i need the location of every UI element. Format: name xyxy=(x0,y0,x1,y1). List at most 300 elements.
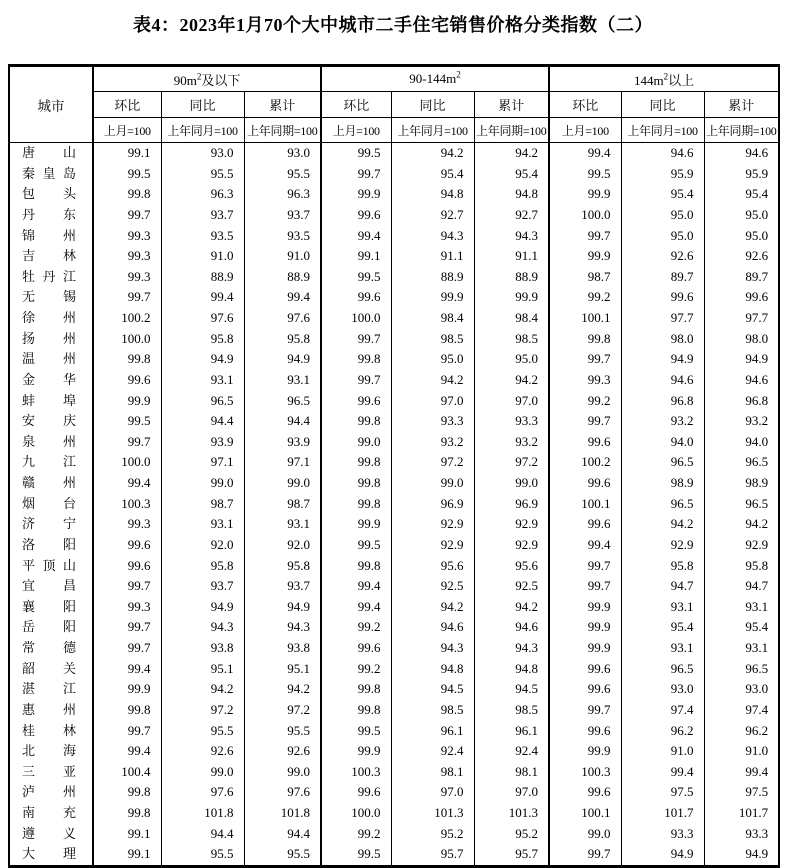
value-cell: 97.0 xyxy=(391,391,474,412)
base-header-same-period-last-year: 上年同期=100 xyxy=(474,118,549,143)
base-header-prev-month: 上月=100 xyxy=(321,118,391,143)
city-cell: 吉林 xyxy=(22,248,76,264)
table-row xyxy=(9,844,779,866)
value-cell: 95.4 xyxy=(474,164,549,185)
table-row xyxy=(9,432,779,453)
city-cell: 丹东 xyxy=(22,206,76,222)
header-row-base xyxy=(9,118,779,143)
value-cell: 99.6 xyxy=(549,721,621,742)
table-row xyxy=(9,184,779,205)
value-cell: 95.0 xyxy=(704,205,779,226)
value-cell: 100.0 xyxy=(93,452,161,473)
value-cell: 94.3 xyxy=(474,638,549,659)
value-cell: 98.0 xyxy=(704,329,779,350)
value-cell: 94.7 xyxy=(704,576,779,597)
value-cell: 92.4 xyxy=(474,741,549,762)
city-cell: 韶关 xyxy=(22,660,76,676)
value-cell: 99.7 xyxy=(549,349,621,370)
value-cell: 88.9 xyxy=(391,267,474,288)
value-cell: 93.0 xyxy=(161,143,244,164)
value-cell: 92.0 xyxy=(161,535,244,556)
metric-header-mom: 环比 xyxy=(321,92,391,118)
city-cell: 襄阳 xyxy=(22,598,76,614)
city-cell: 秦皇岛 xyxy=(22,165,76,181)
metric-header-mom: 环比 xyxy=(549,92,621,118)
value-cell: 95.8 xyxy=(704,556,779,577)
city-cell: 遵义 xyxy=(22,825,76,841)
value-cell: 94.5 xyxy=(474,679,549,700)
value-cell: 99.0 xyxy=(161,762,244,783)
value-cell: 99.6 xyxy=(704,287,779,308)
table-row xyxy=(9,308,779,329)
value-cell: 99.6 xyxy=(321,782,391,803)
table-row xyxy=(9,659,779,680)
value-cell: 94.4 xyxy=(161,824,244,845)
value-cell: 99.4 xyxy=(704,762,779,783)
value-cell: 101.8 xyxy=(244,803,321,824)
value-cell: 99.6 xyxy=(549,432,621,453)
base-header-same-period-last-year: 上年同期=100 xyxy=(704,118,779,143)
value-cell: 97.7 xyxy=(704,308,779,329)
base-header-same-period-last-year: 上年同期=100 xyxy=(244,118,321,143)
value-cell: 99.6 xyxy=(93,556,161,577)
table-row xyxy=(9,226,779,247)
value-cell: 97.6 xyxy=(244,782,321,803)
value-cell: 95.8 xyxy=(621,556,704,577)
value-cell: 93.5 xyxy=(244,226,321,247)
value-cell: 99.7 xyxy=(321,329,391,350)
city-cell: 无锡 xyxy=(22,289,76,305)
table-row xyxy=(9,576,779,597)
city-cell: 金华 xyxy=(22,371,76,387)
header-row-metrics xyxy=(9,92,779,118)
value-cell: 99.8 xyxy=(93,184,161,205)
city-cell: 温州 xyxy=(22,351,76,367)
value-cell: 99.4 xyxy=(549,535,621,556)
value-cell: 95.2 xyxy=(391,824,474,845)
table-row xyxy=(9,452,779,473)
table-row xyxy=(9,741,779,762)
city-cell: 大理 xyxy=(22,846,76,862)
value-cell: 99.1 xyxy=(93,143,161,164)
value-cell: 99.8 xyxy=(321,452,391,473)
value-cell: 99.7 xyxy=(549,556,621,577)
city-cell: 平顶山 xyxy=(22,557,76,573)
value-cell: 99.7 xyxy=(549,844,621,866)
value-cell: 99.4 xyxy=(321,576,391,597)
value-cell: 99.9 xyxy=(549,617,621,638)
value-cell: 93.8 xyxy=(244,638,321,659)
value-cell: 93.5 xyxy=(161,226,244,247)
city-cell: 包头 xyxy=(22,186,76,202)
value-cell: 97.0 xyxy=(474,391,549,412)
table-row xyxy=(9,349,779,370)
value-cell: 99.7 xyxy=(549,700,621,721)
value-cell: 95.0 xyxy=(391,349,474,370)
value-cell: 99.6 xyxy=(321,391,391,412)
value-cell: 99.5 xyxy=(321,844,391,866)
value-cell: 99.5 xyxy=(93,411,161,432)
base-header-same-month-last-year: 上年同月=100 xyxy=(621,118,704,143)
group-label-suffix: 以上 xyxy=(668,72,695,88)
value-cell: 99.6 xyxy=(321,287,391,308)
value-cell: 93.7 xyxy=(161,205,244,226)
value-cell: 99.8 xyxy=(321,494,391,515)
value-cell: 99.4 xyxy=(321,226,391,247)
value-cell: 93.2 xyxy=(391,432,474,453)
superscript-2: 2 xyxy=(663,71,669,82)
table-row xyxy=(9,205,779,226)
value-cell: 95.5 xyxy=(161,721,244,742)
value-cell: 100.0 xyxy=(321,308,391,329)
value-cell: 93.9 xyxy=(244,432,321,453)
value-cell: 99.8 xyxy=(93,349,161,370)
value-cell: 94.2 xyxy=(161,679,244,700)
value-cell: 94.0 xyxy=(704,432,779,453)
value-cell: 98.0 xyxy=(621,329,704,350)
metric-header-yoy: 同比 xyxy=(621,92,704,118)
value-cell: 100.0 xyxy=(549,205,621,226)
city-cell: 唐山 xyxy=(22,145,76,160)
value-cell: 100.1 xyxy=(549,308,621,329)
value-cell: 88.9 xyxy=(474,267,549,288)
value-cell: 99.8 xyxy=(321,411,391,432)
value-cell: 99.4 xyxy=(549,143,621,164)
value-cell: 99.5 xyxy=(321,721,391,742)
value-cell: 96.5 xyxy=(704,659,779,680)
city-cell: 锦州 xyxy=(22,227,76,243)
value-cell: 94.9 xyxy=(161,597,244,618)
table-row xyxy=(9,679,779,700)
value-cell: 99.5 xyxy=(321,267,391,288)
value-cell: 93.1 xyxy=(621,638,704,659)
value-cell: 93.2 xyxy=(704,411,779,432)
value-cell: 95.6 xyxy=(391,556,474,577)
table-row xyxy=(9,267,779,288)
value-cell: 99.7 xyxy=(321,164,391,185)
value-cell: 92.9 xyxy=(391,535,474,556)
value-cell: 99.7 xyxy=(93,576,161,597)
value-cell: 99.2 xyxy=(321,659,391,680)
value-cell: 99.0 xyxy=(244,762,321,783)
value-cell: 99.6 xyxy=(549,659,621,680)
city-cell: 南充 xyxy=(22,805,76,820)
value-cell: 99.9 xyxy=(549,597,621,618)
superscript-2: 2 xyxy=(456,69,461,80)
value-cell: 94.5 xyxy=(391,679,474,700)
table-row xyxy=(9,246,779,267)
value-cell: 95.8 xyxy=(161,556,244,577)
table-row xyxy=(9,803,779,824)
value-cell: 93.1 xyxy=(621,597,704,618)
city-cell: 泸州 xyxy=(22,784,76,800)
city-cell: 牡丹江 xyxy=(22,268,76,284)
value-cell: 94.2 xyxy=(391,370,474,391)
value-cell: 92.0 xyxy=(244,535,321,556)
city-cell: 赣州 xyxy=(22,475,76,490)
value-cell: 91.0 xyxy=(621,741,704,762)
value-cell: 99.7 xyxy=(549,226,621,247)
value-cell: 94.6 xyxy=(474,617,549,638)
value-cell: 100.3 xyxy=(93,494,161,515)
value-cell: 94.2 xyxy=(621,514,704,535)
value-cell: 93.7 xyxy=(244,576,321,597)
value-cell: 97.2 xyxy=(474,452,549,473)
value-cell: 95.9 xyxy=(704,164,779,185)
value-cell: 97.0 xyxy=(474,782,549,803)
value-cell: 95.7 xyxy=(474,844,549,866)
value-cell: 97.2 xyxy=(244,700,321,721)
value-cell: 93.7 xyxy=(244,205,321,226)
value-cell: 99.9 xyxy=(474,287,549,308)
value-cell: 98.7 xyxy=(161,494,244,515)
value-cell: 93.1 xyxy=(161,514,244,535)
value-cell: 94.3 xyxy=(391,638,474,659)
value-cell: 99.9 xyxy=(321,514,391,535)
page-title: 表4：2023年1月70个大中城市二手住宅销售价格分类指数（二） xyxy=(133,15,653,35)
city-cell: 北海 xyxy=(22,743,76,759)
value-cell: 99.7 xyxy=(549,576,621,597)
value-cell: 96.1 xyxy=(391,721,474,742)
value-cell: 98.9 xyxy=(621,473,704,494)
value-cell: 99.4 xyxy=(321,597,391,618)
value-cell: 92.5 xyxy=(474,576,549,597)
value-cell: 101.7 xyxy=(621,803,704,824)
value-cell: 93.3 xyxy=(391,411,474,432)
value-cell: 99.0 xyxy=(474,473,549,494)
value-cell: 93.9 xyxy=(161,432,244,453)
value-cell: 98.4 xyxy=(391,308,474,329)
value-cell: 99.4 xyxy=(93,659,161,680)
table-row xyxy=(9,287,779,308)
city-cell: 九江 xyxy=(22,454,76,470)
value-cell: 99.7 xyxy=(321,370,391,391)
value-cell: 99.7 xyxy=(93,617,161,638)
value-cell: 98.7 xyxy=(244,494,321,515)
value-cell: 99.6 xyxy=(549,782,621,803)
value-cell: 94.8 xyxy=(391,184,474,205)
value-cell: 99.8 xyxy=(321,349,391,370)
value-cell: 96.5 xyxy=(621,494,704,515)
city-cell: 徐州 xyxy=(22,310,76,325)
value-cell: 99.5 xyxy=(321,535,391,556)
city-cell: 岳阳 xyxy=(22,619,76,635)
table-row xyxy=(9,143,779,164)
value-cell: 99.4 xyxy=(621,762,704,783)
value-cell: 93.3 xyxy=(474,411,549,432)
value-cell: 99.1 xyxy=(321,246,391,267)
value-cell: 98.7 xyxy=(549,267,621,288)
value-cell: 94.6 xyxy=(704,143,779,164)
value-cell: 95.0 xyxy=(621,226,704,247)
value-cell: 99.9 xyxy=(549,184,621,205)
table-body xyxy=(9,143,779,867)
group-header-90-and-below xyxy=(93,66,321,92)
value-cell: 96.2 xyxy=(704,721,779,742)
value-cell: 99.7 xyxy=(93,287,161,308)
value-cell: 96.5 xyxy=(621,659,704,680)
value-cell: 94.6 xyxy=(621,370,704,391)
value-cell: 99.8 xyxy=(321,473,391,494)
value-cell: 94.2 xyxy=(391,143,474,164)
base-header-prev-month: 上月=100 xyxy=(93,118,161,143)
value-cell: 95.8 xyxy=(244,329,321,350)
value-cell: 92.5 xyxy=(391,576,474,597)
value-cell: 99.8 xyxy=(321,556,391,577)
value-cell: 92.4 xyxy=(391,741,474,762)
value-cell: 99.6 xyxy=(93,535,161,556)
value-cell: 95.0 xyxy=(474,349,549,370)
value-cell: 95.5 xyxy=(161,164,244,185)
value-cell: 99.9 xyxy=(321,184,391,205)
value-cell: 92.7 xyxy=(474,205,549,226)
value-cell: 94.9 xyxy=(621,844,704,866)
table-row xyxy=(9,411,779,432)
group-header-144-and-above xyxy=(549,66,779,92)
value-cell: 99.8 xyxy=(93,782,161,803)
value-cell: 92.6 xyxy=(161,741,244,762)
value-cell: 99.3 xyxy=(93,597,161,618)
value-cell: 92.6 xyxy=(244,741,321,762)
city-cell: 宜昌 xyxy=(22,578,76,594)
value-cell: 100.3 xyxy=(321,762,391,783)
value-cell: 99.9 xyxy=(93,679,161,700)
value-cell: 99.3 xyxy=(93,226,161,247)
value-cell: 88.9 xyxy=(161,267,244,288)
value-cell: 97.5 xyxy=(704,782,779,803)
table-row xyxy=(9,370,779,391)
value-cell: 99.7 xyxy=(93,721,161,742)
table-row xyxy=(9,514,779,535)
value-cell: 94.6 xyxy=(391,617,474,638)
value-cell: 100.0 xyxy=(321,803,391,824)
value-cell: 93.3 xyxy=(621,824,704,845)
value-cell: 94.8 xyxy=(391,659,474,680)
value-cell: 93.2 xyxy=(474,432,549,453)
value-cell: 99.7 xyxy=(93,205,161,226)
price-index-table xyxy=(8,64,780,868)
value-cell: 94.2 xyxy=(244,679,321,700)
value-cell: 93.0 xyxy=(244,143,321,164)
value-cell: 93.3 xyxy=(704,824,779,845)
group-label: 90m xyxy=(173,72,197,88)
table-row xyxy=(9,762,779,783)
value-cell: 98.5 xyxy=(391,700,474,721)
city-cell: 扬州 xyxy=(22,330,76,346)
value-cell: 95.4 xyxy=(621,617,704,638)
value-cell: 92.9 xyxy=(391,514,474,535)
value-cell: 96.1 xyxy=(474,721,549,742)
value-cell: 97.6 xyxy=(244,308,321,329)
value-cell: 94.3 xyxy=(161,617,244,638)
value-cell: 99.6 xyxy=(621,287,704,308)
value-cell: 95.7 xyxy=(391,844,474,866)
value-cell: 97.6 xyxy=(161,782,244,803)
value-cell: 95.1 xyxy=(244,659,321,680)
city-cell: 烟台 xyxy=(22,495,76,511)
value-cell: 99.3 xyxy=(93,267,161,288)
table-row xyxy=(9,824,779,845)
value-cell: 99.4 xyxy=(93,473,161,494)
value-cell: 97.7 xyxy=(621,308,704,329)
value-cell: 89.7 xyxy=(704,267,779,288)
city-cell: 惠州 xyxy=(22,701,76,717)
value-cell: 93.1 xyxy=(704,638,779,659)
metric-header-cumulative: 累计 xyxy=(704,92,779,118)
value-cell: 101.8 xyxy=(161,803,244,824)
value-cell: 97.5 xyxy=(621,782,704,803)
value-cell: 95.4 xyxy=(391,164,474,185)
value-cell: 94.7 xyxy=(621,576,704,597)
value-cell: 95.4 xyxy=(621,184,704,205)
value-cell: 95.2 xyxy=(474,824,549,845)
value-cell: 94.9 xyxy=(244,597,321,618)
value-cell: 95.9 xyxy=(621,164,704,185)
value-cell: 98.5 xyxy=(474,329,549,350)
table-row xyxy=(9,494,779,515)
table-row xyxy=(9,535,779,556)
value-cell: 94.4 xyxy=(244,824,321,845)
value-cell: 91.0 xyxy=(704,741,779,762)
value-cell: 95.5 xyxy=(161,844,244,866)
table-row xyxy=(9,391,779,412)
city-cell: 湛江 xyxy=(22,681,76,697)
value-cell: 99.9 xyxy=(549,638,621,659)
base-header-prev-month: 上月=100 xyxy=(549,118,621,143)
value-cell: 97.4 xyxy=(704,700,779,721)
superscript-2: 2 xyxy=(196,71,202,82)
value-cell: 91.1 xyxy=(474,246,549,267)
value-cell: 99.0 xyxy=(244,473,321,494)
metric-header-mom: 环比 xyxy=(93,92,161,118)
value-cell: 92.6 xyxy=(621,246,704,267)
value-cell: 94.0 xyxy=(621,432,704,453)
value-cell: 98.5 xyxy=(391,329,474,350)
value-cell: 100.4 xyxy=(93,762,161,783)
group-label: 90-144m xyxy=(409,71,457,86)
value-cell: 93.1 xyxy=(704,597,779,618)
value-cell: 99.2 xyxy=(549,391,621,412)
value-cell: 94.8 xyxy=(474,184,549,205)
value-cell: 94.6 xyxy=(704,370,779,391)
base-header-same-month-last-year: 上年同月=100 xyxy=(391,118,474,143)
value-cell: 100.2 xyxy=(549,452,621,473)
value-cell: 99.9 xyxy=(549,741,621,762)
value-cell: 96.8 xyxy=(704,391,779,412)
value-cell: 99.0 xyxy=(391,473,474,494)
value-cell: 98.1 xyxy=(391,762,474,783)
value-cell: 97.2 xyxy=(391,452,474,473)
value-cell: 99.2 xyxy=(321,617,391,638)
city-cell: 泉州 xyxy=(22,433,76,449)
value-cell: 94.2 xyxy=(474,370,549,391)
value-cell: 99.8 xyxy=(321,700,391,721)
value-cell: 89.7 xyxy=(621,267,704,288)
value-cell: 100.2 xyxy=(93,308,161,329)
value-cell: 99.6 xyxy=(321,638,391,659)
value-cell: 94.8 xyxy=(474,659,549,680)
value-cell: 94.3 xyxy=(474,226,549,247)
value-cell: 97.4 xyxy=(621,700,704,721)
value-cell: 97.0 xyxy=(391,782,474,803)
value-cell: 93.0 xyxy=(621,679,704,700)
value-cell: 88.9 xyxy=(244,267,321,288)
value-cell: 95.8 xyxy=(161,329,244,350)
value-cell: 91.0 xyxy=(244,246,321,267)
value-cell: 95.5 xyxy=(244,844,321,866)
value-cell: 94.9 xyxy=(161,349,244,370)
group-header-90-144 xyxy=(321,66,549,92)
